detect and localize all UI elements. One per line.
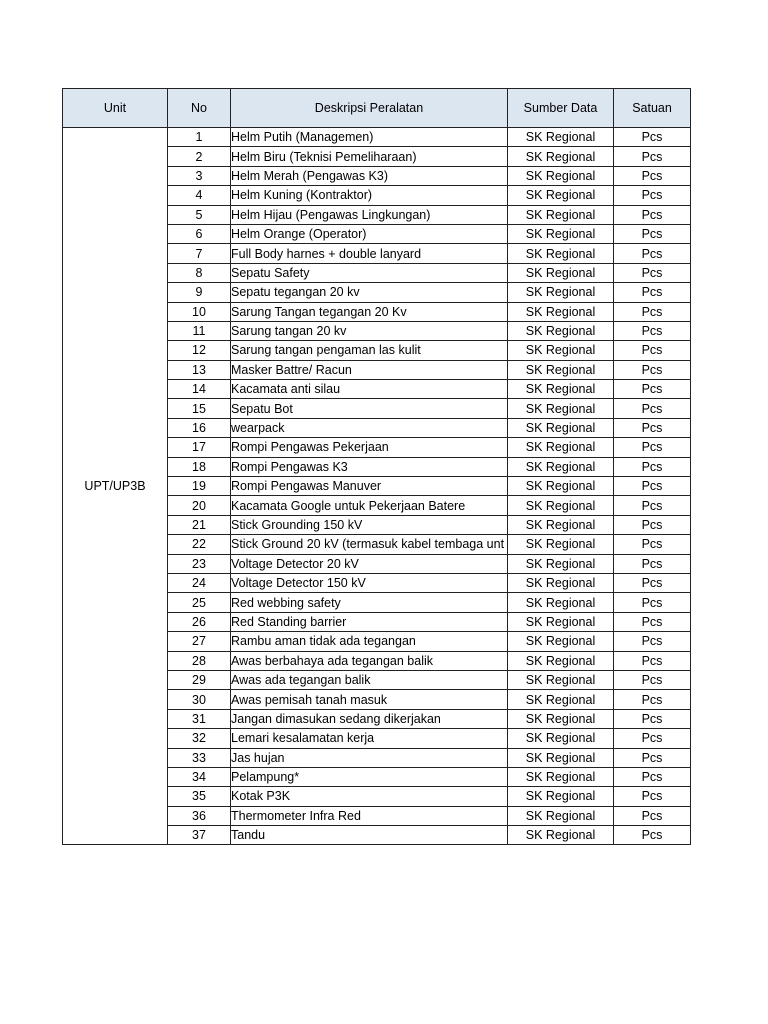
row-measure-cell: Pcs (614, 399, 691, 418)
row-no-cell: 19 (168, 477, 231, 496)
row-description-cell: Kacamata Google untuk Pekerjaan Batere (231, 496, 508, 515)
header-no: No (168, 89, 231, 128)
row-source-cell: SK Regional (508, 205, 614, 224)
row-source-cell: SK Regional (508, 573, 614, 592)
row-source-cell: SK Regional (508, 399, 614, 418)
row-description-cell: Sarung tangan pengaman las kulit (231, 341, 508, 360)
row-source-cell: SK Regional (508, 515, 614, 534)
equipment-table (62, 88, 691, 845)
row-source-cell: SK Regional (508, 283, 614, 302)
row-description-cell: Rompi Pengawas Pekerjaan (231, 438, 508, 457)
row-source-cell: SK Regional (508, 166, 614, 185)
row-no-cell: 14 (168, 380, 231, 399)
row-no-cell: 23 (168, 554, 231, 573)
row-source-cell: SK Regional (508, 147, 614, 166)
row-description-cell: Stick Grounding 150 kV (231, 515, 508, 534)
row-source-cell: SK Regional (508, 244, 614, 263)
row-measure-cell: Pcs (614, 341, 691, 360)
row-description-cell: Rompi Pengawas K3 (231, 457, 508, 476)
unit-cell: UPT/UP3B (63, 128, 168, 845)
row-description-cell: Sarung tangan 20 kv (231, 321, 508, 340)
row-description-cell: wearpack (231, 418, 508, 437)
row-description-cell: Sepatu Bot (231, 399, 508, 418)
row-measure-cell: Pcs (614, 263, 691, 282)
header-measure: Satuan (614, 89, 691, 128)
row-description-cell: Jas hujan (231, 748, 508, 767)
row-source-cell: SK Regional (508, 748, 614, 767)
row-no-cell: 20 (168, 496, 231, 515)
row-measure-cell: Pcs (614, 826, 691, 845)
row-measure-cell: Pcs (614, 767, 691, 786)
row-source-cell: SK Regional (508, 438, 614, 457)
row-measure-cell: Pcs (614, 709, 691, 728)
row-no-cell: 17 (168, 438, 231, 457)
row-no-cell: 6 (168, 224, 231, 243)
row-source-cell: SK Regional (508, 418, 614, 437)
row-source-cell: SK Regional (508, 457, 614, 476)
row-source-cell: SK Regional (508, 477, 614, 496)
row-source-cell: SK Regional (508, 535, 614, 554)
row-description-cell: Awas berbahaya ada tegangan balik (231, 651, 508, 670)
row-no-cell: 1 (168, 128, 231, 147)
row-source-cell: SK Regional (508, 593, 614, 612)
header-row (63, 89, 691, 128)
row-measure-cell: Pcs (614, 787, 691, 806)
row-no-cell: 3 (168, 166, 231, 185)
header-unit: Unit (63, 89, 168, 128)
row-no-cell: 21 (168, 515, 231, 534)
row-no-cell: 5 (168, 205, 231, 224)
row-description-cell: Voltage Detector 150 kV (231, 573, 508, 592)
row-source-cell: SK Regional (508, 826, 614, 845)
row-measure-cell: Pcs (614, 670, 691, 689)
row-description-cell: Kacamata anti silau (231, 380, 508, 399)
row-measure-cell: Pcs (614, 205, 691, 224)
row-no-cell: 36 (168, 806, 231, 825)
row-no-cell: 34 (168, 767, 231, 786)
row-description-cell: Stick Ground 20 kV (termasuk kabel tembaga unt (231, 535, 508, 554)
row-description-cell: Voltage Detector 20 kV (231, 554, 508, 573)
row-measure-cell: Pcs (614, 166, 691, 185)
row-description-cell: Helm Merah (Pengawas K3) (231, 166, 508, 185)
row-source-cell: SK Regional (508, 224, 614, 243)
row-no-cell: 24 (168, 573, 231, 592)
row-no-cell: 29 (168, 670, 231, 689)
row-description-cell: Sepatu tegangan 20 kv (231, 283, 508, 302)
row-description-cell: Rambu aman tidak ada tegangan (231, 632, 508, 651)
row-description-cell: Helm Kuning (Kontraktor) (231, 186, 508, 205)
row-source-cell: SK Regional (508, 360, 614, 379)
row-measure-cell: Pcs (614, 128, 691, 147)
row-source-cell: SK Regional (508, 263, 614, 282)
row-measure-cell: Pcs (614, 457, 691, 476)
row-no-cell: 33 (168, 748, 231, 767)
row-description-cell: Masker Battre/ Racun (231, 360, 508, 379)
header-source: Sumber Data (508, 89, 614, 128)
row-no-cell: 16 (168, 418, 231, 437)
row-description-cell: Rompi Pengawas Manuver (231, 477, 508, 496)
row-description-cell: Sarung Tangan tegangan 20 Kv (231, 302, 508, 321)
row-description-cell: Helm Putih (Managemen) (231, 128, 508, 147)
row-measure-cell: Pcs (614, 380, 691, 399)
table-header (63, 89, 691, 128)
row-source-cell: SK Regional (508, 496, 614, 515)
row-source-cell: SK Regional (508, 612, 614, 631)
row-measure-cell: Pcs (614, 632, 691, 651)
row-description-cell: Sepatu Safety (231, 263, 508, 282)
row-no-cell: 30 (168, 690, 231, 709)
row-source-cell: SK Regional (508, 380, 614, 399)
row-description-cell: Full Body harnes + double lanyard (231, 244, 508, 263)
row-no-cell: 27 (168, 632, 231, 651)
row-source-cell: SK Regional (508, 729, 614, 748)
row-measure-cell: Pcs (614, 612, 691, 631)
row-description-cell: Pelampung* (231, 767, 508, 786)
row-description-cell: Red webbing safety (231, 593, 508, 612)
row-no-cell: 10 (168, 302, 231, 321)
row-source-cell: SK Regional (508, 787, 614, 806)
row-measure-cell: Pcs (614, 321, 691, 340)
row-no-cell: 35 (168, 787, 231, 806)
row-source-cell: SK Regional (508, 632, 614, 651)
header-description: Deskripsi Peralatan (231, 89, 508, 128)
row-description-cell: Helm Hijau (Pengawas Lingkungan) (231, 205, 508, 224)
row-description-cell: Helm Orange (Operator) (231, 224, 508, 243)
row-description-cell: Awas ada tegangan balik (231, 670, 508, 689)
row-measure-cell: Pcs (614, 806, 691, 825)
row-measure-cell: Pcs (614, 360, 691, 379)
row-measure-cell: Pcs (614, 283, 691, 302)
row-no-cell: 22 (168, 535, 231, 554)
row-measure-cell: Pcs (614, 554, 691, 573)
row-measure-cell: Pcs (614, 515, 691, 534)
row-measure-cell: Pcs (614, 593, 691, 612)
row-measure-cell: Pcs (614, 496, 691, 515)
row-source-cell: SK Regional (508, 554, 614, 573)
row-no-cell: 7 (168, 244, 231, 263)
row-no-cell: 26 (168, 612, 231, 631)
row-measure-cell: Pcs (614, 477, 691, 496)
row-source-cell: SK Regional (508, 341, 614, 360)
row-measure-cell: Pcs (614, 418, 691, 437)
row-source-cell: SK Regional (508, 186, 614, 205)
row-measure-cell: Pcs (614, 438, 691, 457)
row-no-cell: 9 (168, 283, 231, 302)
row-measure-cell: Pcs (614, 729, 691, 748)
row-description-cell: Helm Biru (Teknisi Pemeliharaan) (231, 147, 508, 166)
row-no-cell: 4 (168, 186, 231, 205)
table-body (63, 128, 691, 845)
row-no-cell: 8 (168, 263, 231, 282)
row-no-cell: 25 (168, 593, 231, 612)
row-measure-cell: Pcs (614, 690, 691, 709)
row-source-cell: SK Regional (508, 302, 614, 321)
row-description-cell: Jangan dimasukan sedang dikerjakan (231, 709, 508, 728)
row-source-cell: SK Regional (508, 321, 614, 340)
row-no-cell: 11 (168, 321, 231, 340)
row-description-cell: Awas pemisah tanah masuk (231, 690, 508, 709)
row-measure-cell: Pcs (614, 748, 691, 767)
table-row (63, 128, 691, 147)
row-description-cell: Tandu (231, 826, 508, 845)
row-no-cell: 31 (168, 709, 231, 728)
row-measure-cell: Pcs (614, 186, 691, 205)
row-measure-cell: Pcs (614, 535, 691, 554)
row-measure-cell: Pcs (614, 147, 691, 166)
row-source-cell: SK Regional (508, 670, 614, 689)
row-measure-cell: Pcs (614, 244, 691, 263)
row-source-cell: SK Regional (508, 709, 614, 728)
row-description-cell: Kotak P3K (231, 787, 508, 806)
row-measure-cell: Pcs (614, 224, 691, 243)
row-source-cell: SK Regional (508, 651, 614, 670)
row-no-cell: 37 (168, 826, 231, 845)
row-source-cell: SK Regional (508, 806, 614, 825)
row-description-cell: Lemari kesalamatan kerja (231, 729, 508, 748)
row-source-cell: SK Regional (508, 767, 614, 786)
row-measure-cell: Pcs (614, 573, 691, 592)
row-no-cell: 32 (168, 729, 231, 748)
row-no-cell: 15 (168, 399, 231, 418)
row-description-cell: Thermometer Infra Red (231, 806, 508, 825)
row-no-cell: 2 (168, 147, 231, 166)
row-description-cell: Red Standing barrier (231, 612, 508, 631)
row-source-cell: SK Regional (508, 128, 614, 147)
row-no-cell: 12 (168, 341, 231, 360)
row-no-cell: 13 (168, 360, 231, 379)
row-no-cell: 18 (168, 457, 231, 476)
row-no-cell: 28 (168, 651, 231, 670)
row-measure-cell: Pcs (614, 651, 691, 670)
row-source-cell: SK Regional (508, 690, 614, 709)
row-measure-cell: Pcs (614, 302, 691, 321)
